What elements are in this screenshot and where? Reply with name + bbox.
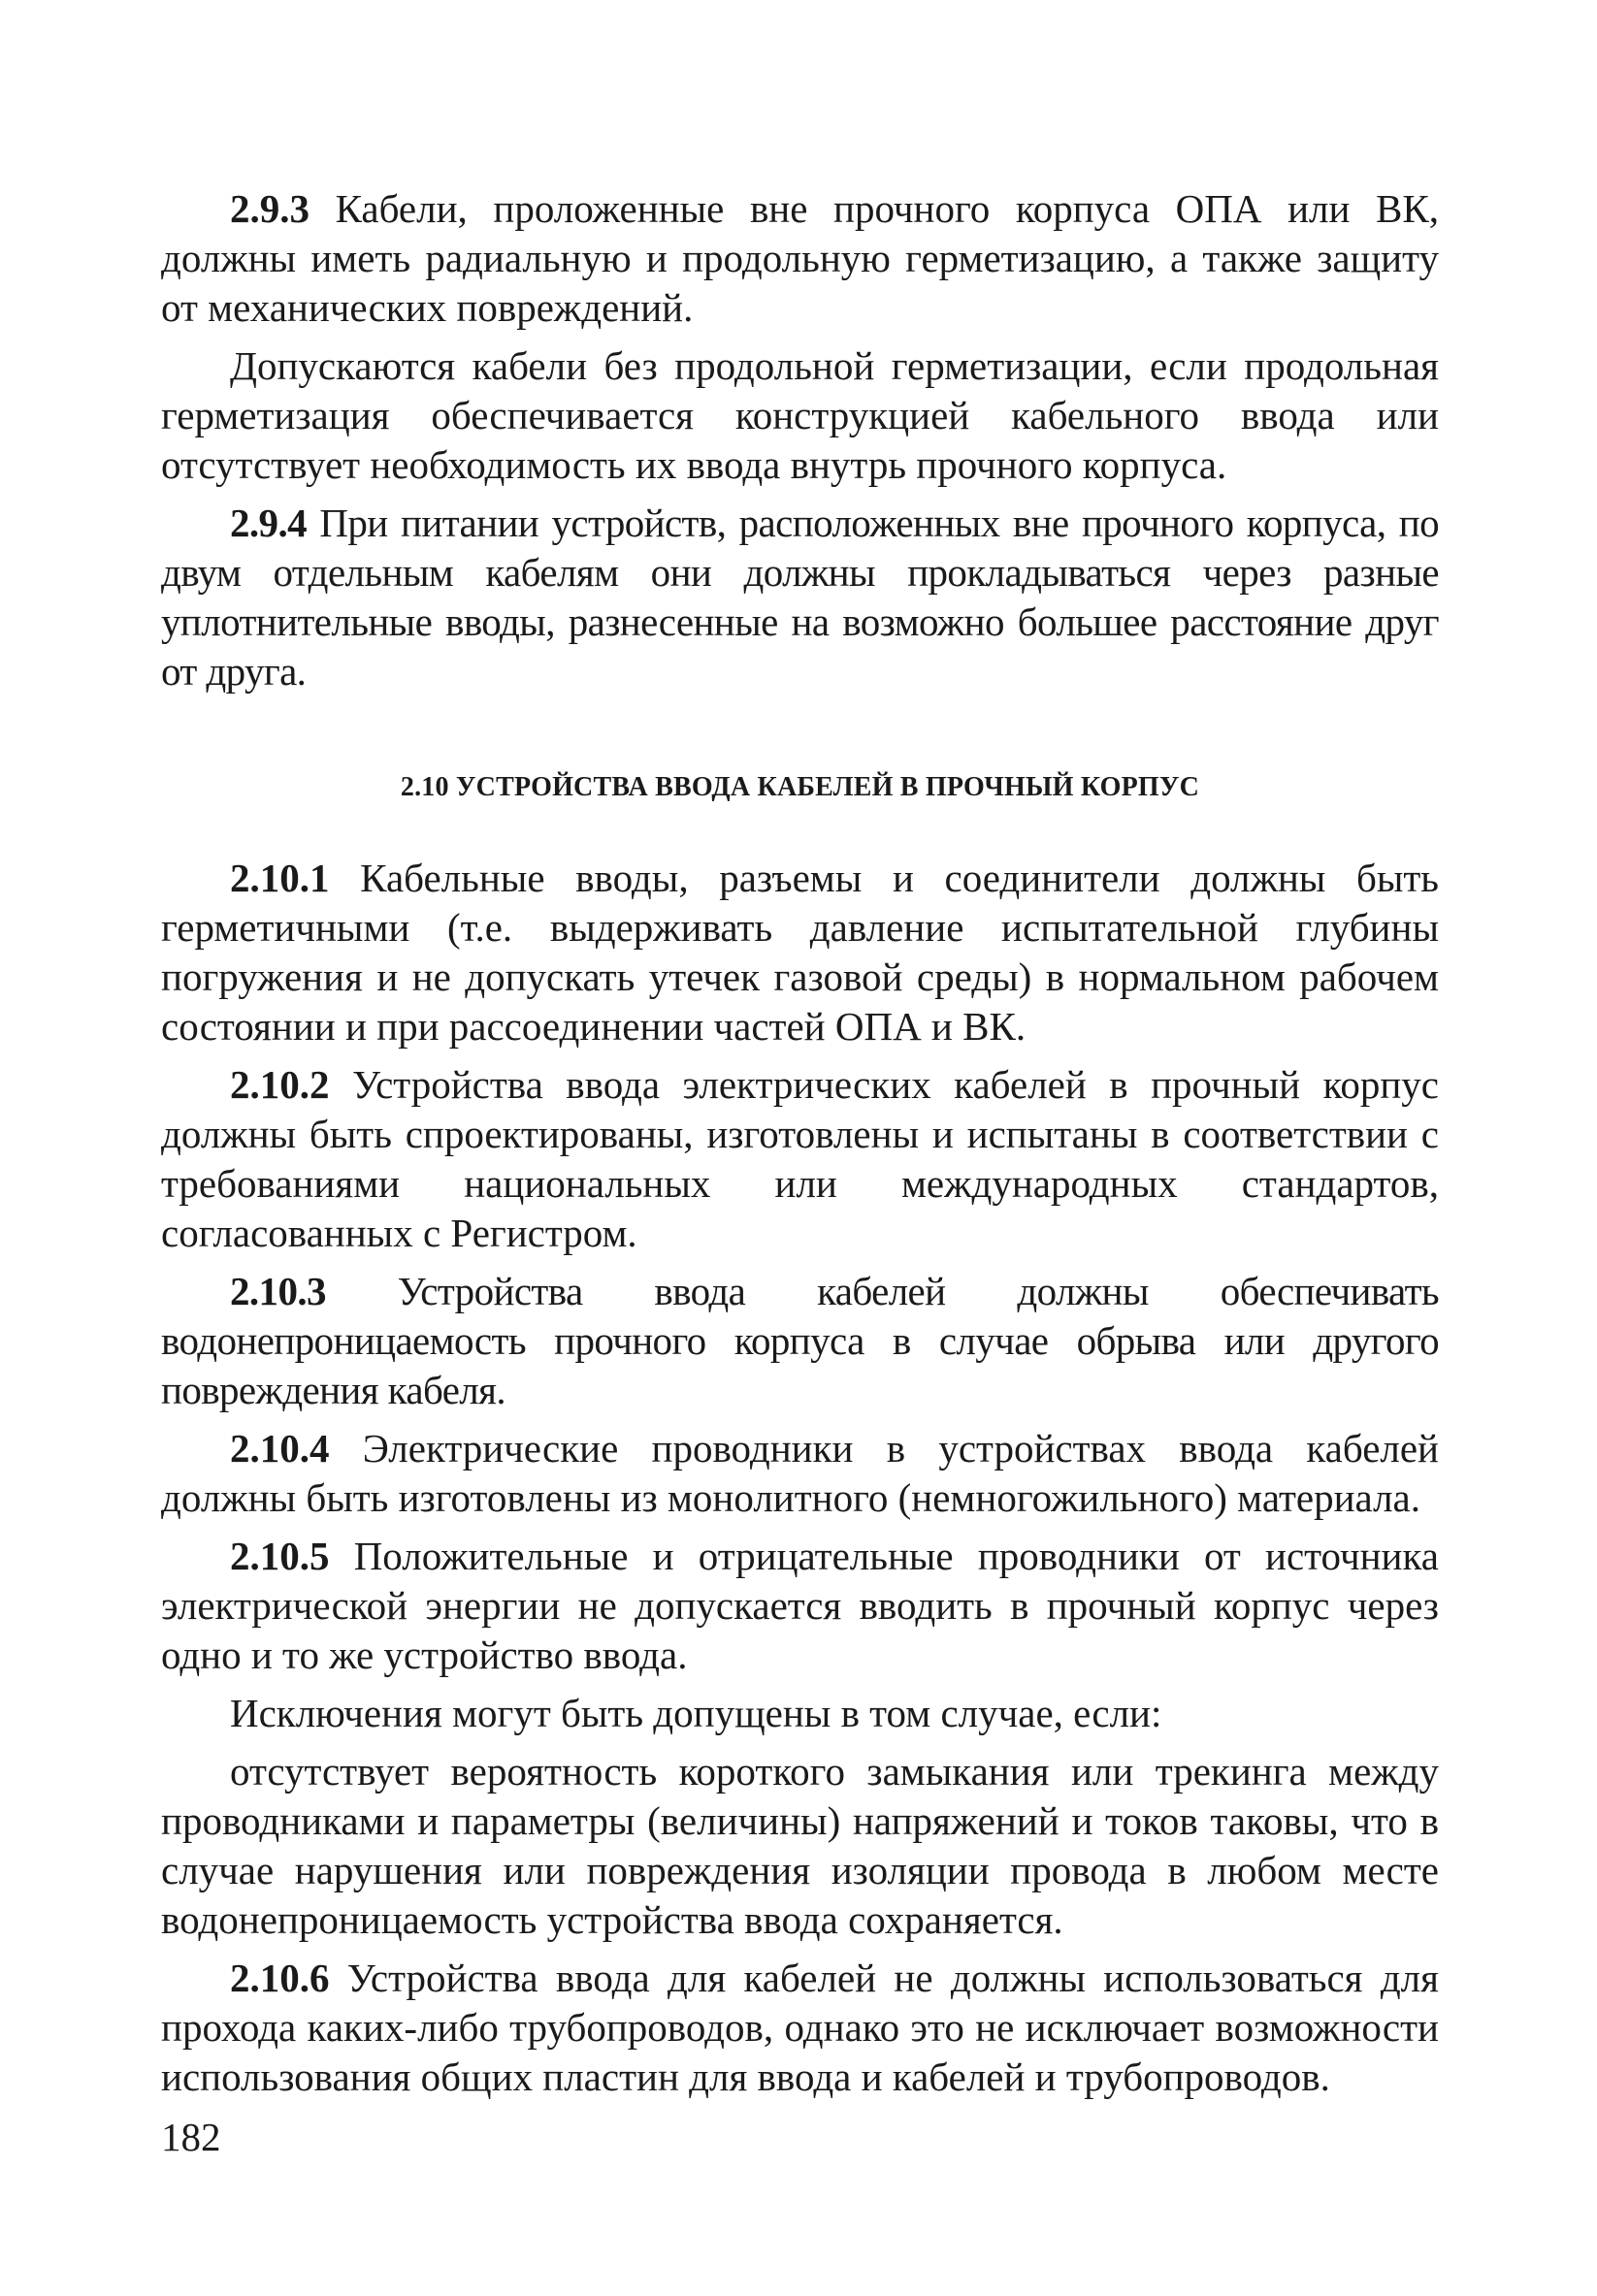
clause-number: 2.10.6: [230, 1956, 330, 2000]
clause-number: 2.9.3: [230, 186, 310, 231]
paragraph-text: Устройства ввода кабелей должны обеспечивать водонепроницаемость прочного корпуса в случае обрыва или другого повреждения кабеля.: [161, 1269, 1439, 1412]
paragraph-text: Электрические проводники в устройствах ввода кабелей должны быть изготовлены из монолитного (немногожильного) материала.: [161, 1426, 1439, 1520]
paragraph-2-10-2: [161, 1060, 1439, 1258]
paragraph-2-9-3-cont: [161, 341, 1439, 490]
paragraph-text: Устройства ввода электрических кабелей в прочный корпус должны быть спроектированы, изготовлены и испытаны в соответствии с требованиями национальных или международных стандартов, согласованных с Регистром.: [161, 1062, 1439, 1255]
page-number: 182: [161, 2115, 221, 2159]
paragraph-text: Положительные и отрицательные проводники от источника электрической энергии не допускается вводить в прочный корпус через одно и то же устройство ввода.: [161, 1534, 1439, 1677]
paragraph-exception-condition: [161, 1747, 1439, 1945]
paragraph-2-10-3: [161, 1267, 1439, 1415]
paragraph-text: отсутствует вероятность короткого замыкания или трекинга между проводниками и параметры (величины) напряжений и токов таковы, что в случае нарушения или повреждения изоляции провода в любом месте водонепроницаемость устройства ввода сохраняется.: [161, 1749, 1439, 1942]
paragraph-2-10-5: [161, 1532, 1439, 1680]
clause-number: 2.10.2: [230, 1062, 330, 1107]
clause-number: 2.10.5: [230, 1534, 330, 1578]
clause-number: 2.10.4: [230, 1426, 330, 1471]
paragraph-2-10-6: [161, 1954, 1439, 2102]
paragraph-text: Устройства ввода для кабелей не должны использоваться для прохода каких-либо трубопроводов, однако это не исключает возможности использования общих пластин для ввода и кабелей и трубопроводов.: [161, 1956, 1439, 2099]
paragraph-exceptions: [161, 1689, 1439, 1738]
clause-number: 2.10.1: [230, 856, 330, 900]
page-body: [161, 184, 1439, 2111]
paragraph-2-9-3: [161, 184, 1439, 333]
paragraph-text: Кабели, проложенные вне прочного корпуса ОПА или ВК, должны иметь радиальную и продольную герметизацию, а также защиту от механических повреждений.: [161, 186, 1439, 330]
clause-number: 2.10.3: [230, 1269, 326, 1313]
paragraph-2-9-4: [161, 499, 1439, 696]
paragraph-2-10-1: [161, 854, 1439, 1051]
clause-number: 2.9.4: [230, 501, 308, 545]
paragraph-text: Исключения могут быть допущены в том случае, если:: [230, 1691, 1162, 1735]
paragraph-2-10-4: [161, 1424, 1439, 1523]
paragraph-text: При питании устройств, расположенных вне прочного корпуса, по двум отдельным кабелям они должны прокладываться через разные уплотнительные вводы, разнесенные на возможно большее расстояние друг от друга.: [161, 501, 1439, 694]
section-heading: 2.10 УСТРОЙСТВА ВВОДА КАБЕЛЕЙ В ПРОЧНЫЙ КОРПУС: [400, 772, 1200, 802]
paragraph-text: Кабельные вводы, разъемы и соединители должны быть герметичными (т.е. выдерживать давление испытательной глубины погружения и не допускать утечек газовой среды) в нормальном рабочем состоянии и при рассоединении частей ОПА и ВК.: [161, 856, 1439, 1049]
paragraph-text: Допускаются кабели без продольной герметизации, если продольная герметизация обеспечивается конструкцией кабельного ввода или отсутствует необходимость их ввода внутрь прочного корпуса.: [161, 343, 1439, 487]
